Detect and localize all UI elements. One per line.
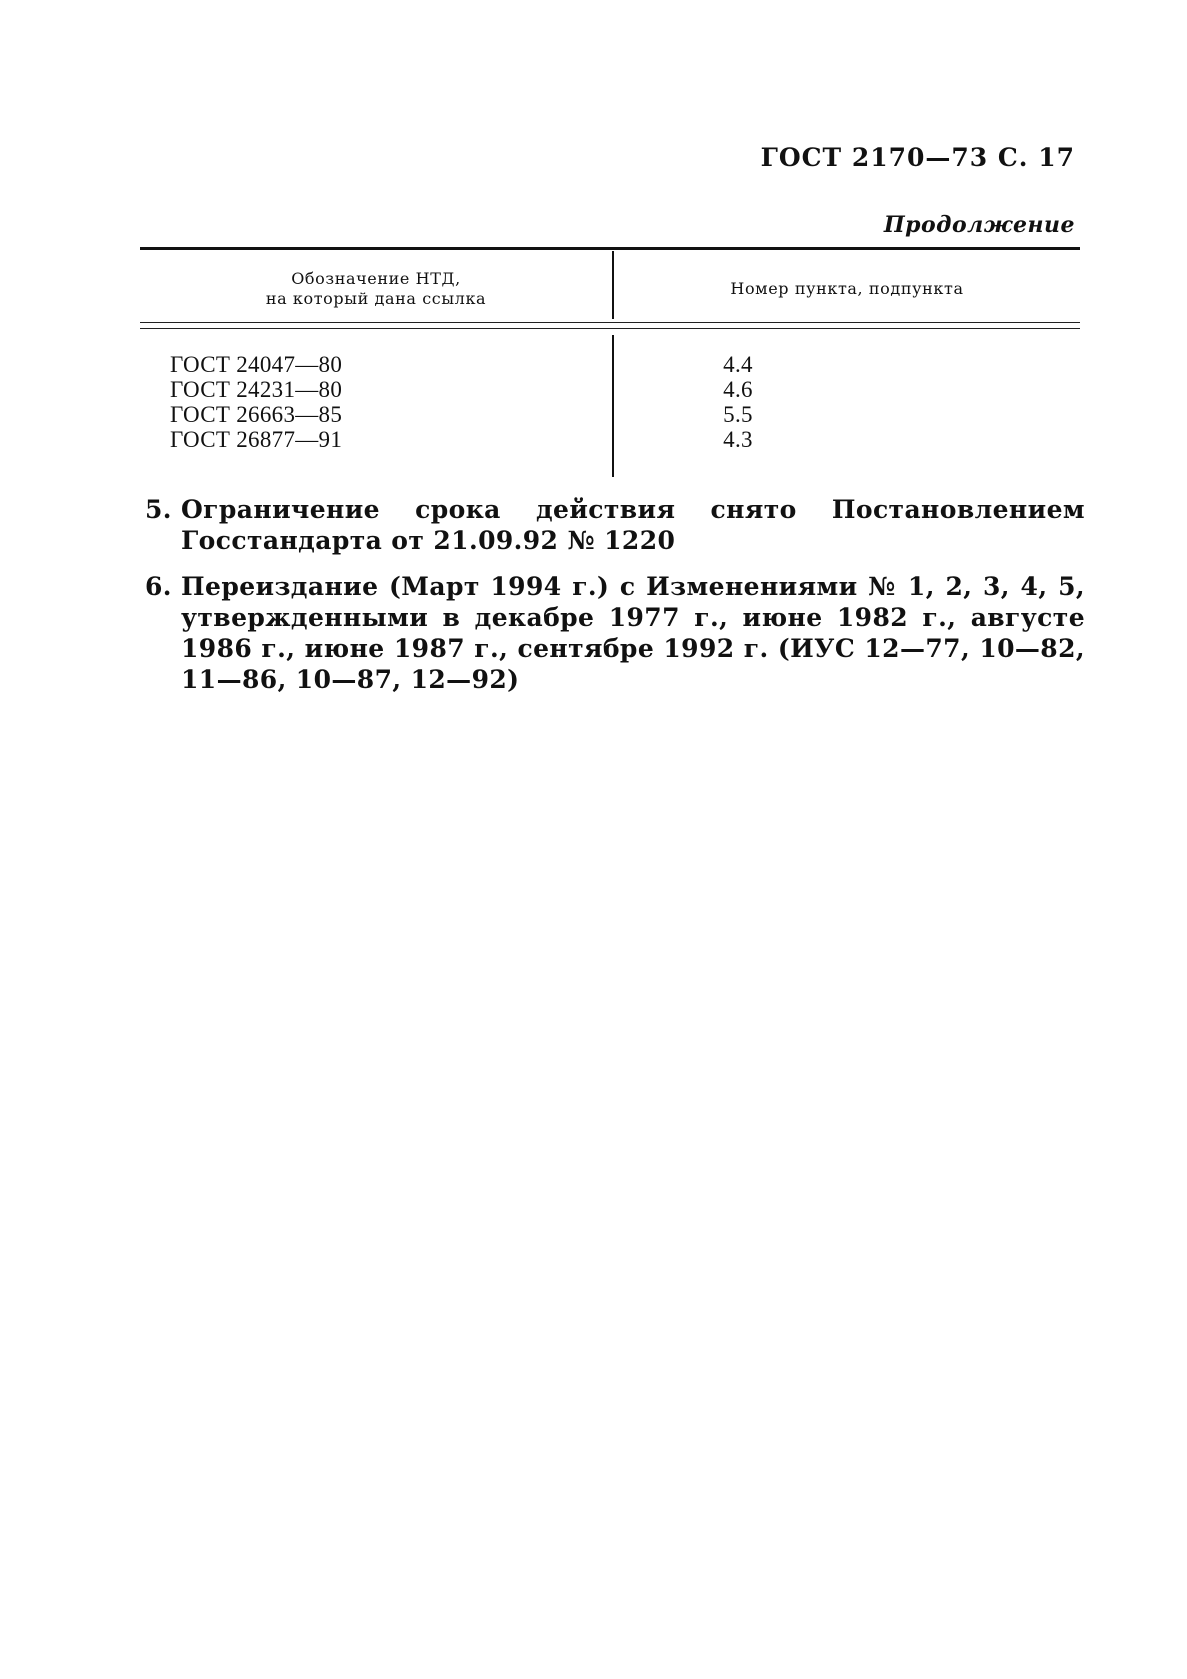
standard-page-header: ГОСТ 2170—73 С. 17: [760, 143, 1075, 172]
table-top-rule: [140, 247, 1080, 250]
continuation-label: Продолжение: [883, 212, 1075, 238]
table-cell-designation: ГОСТ 24231—80: [170, 377, 343, 402]
table-cell-item: 5.5: [723, 402, 753, 427]
column-header-item: Номер пункта, подпункта: [730, 279, 964, 298]
column-header-designation-line2: на который дана ссылка: [265, 289, 487, 308]
references-table: [140, 247, 1080, 475]
column-header-designation: [140, 269, 612, 309]
item-column: [718, 352, 758, 452]
designation-column: [170, 352, 342, 452]
table-cell-designation: ГОСТ 24047—80: [170, 352, 343, 377]
note-text: Ограничение срока действия снято Постановлением Госстандарта от 21.09.92 № 1220: [181, 495, 1085, 555]
table-cell-item: 4.3: [723, 427, 753, 452]
table-column-divider: [612, 335, 614, 477]
note-number: 5.: [145, 495, 172, 524]
note-number: 6.: [145, 572, 172, 601]
table-header-rule: [140, 322, 1080, 323]
note-item-5: [145, 494, 1085, 556]
table-cell-item: 4.4: [723, 352, 753, 377]
table-cell-item: 4.6: [723, 377, 753, 402]
column-header-designation-line1: Обозначение НТД,: [291, 269, 461, 288]
table-cell-designation: ГОСТ 26663—85: [170, 402, 343, 427]
table-header-rule: [140, 328, 1080, 329]
note-text: Переиздание (Март 1994 г.) с Изменениями № 1, 2, 3, 4, 5, утвержденными в декабре 1977 г., июне 1982 г., августе 1986 г., июне 1987 г., сентябре 1992 г. (ИУС 12—77, 10—82, 11—86, 10—87, 12—92): [181, 572, 1085, 694]
table-cell-designation: ГОСТ 26877—91: [170, 427, 343, 452]
note-item-6: [145, 571, 1085, 695]
